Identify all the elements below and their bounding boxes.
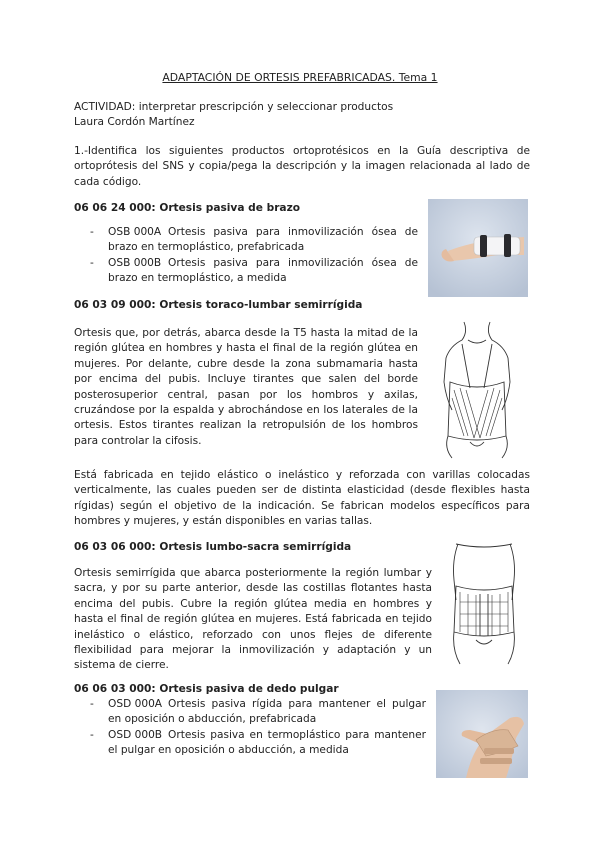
author-name: Laura Cordón Martínez [74, 116, 195, 128]
lumbo-sacral-orthosis-drawing [446, 540, 522, 668]
product-code: OSB 000A [108, 226, 162, 238]
section-heading-lumbo-sacral: 06 03 06 000: Ortesis lumbo-sacra semirrígida [74, 541, 352, 553]
thumb-orthosis-photo [436, 690, 528, 778]
list-bullet: - [90, 256, 94, 269]
product-description: Ortesis pasiva para inmovilización ósea de brazo en termoplástico, a medida [108, 256, 418, 285]
product-code: OSB 000B [108, 256, 162, 269]
list-bullet: - [90, 728, 94, 741]
product-code: OSD 000A [108, 698, 163, 710]
page-title: ADAPTACIÓN DE ORTESIS PREFABRICADAS. Tema 1 [162, 71, 438, 84]
arm-orthosis-list [90, 225, 418, 287]
list-item [90, 225, 418, 256]
product-description: Ortesis pasiva rígida para mantener el pulgar en oposición o abducción, prefabricada [108, 698, 426, 726]
list-item [90, 256, 418, 287]
section-heading-arm-orthosis: 06 06 24 000: Ortesis pasiva de brazo [74, 202, 301, 214]
list-item [90, 728, 426, 759]
product-description: Ortesis pasiva en termoplástico para mantener el pulgar en oposición o abducción, a medida [108, 728, 426, 757]
section-heading-thumb-orthosis: 06 06 03 000: Ortesis pasiva de dedo pulgar [74, 683, 339, 695]
instruction-paragraph: 1.-Identifica los siguientes productos ortoprotésicos en la Guía descriptiva de ortoprótesis del SNS y copia/pega la descripción y la imagen relacionada al lado de cada código. [74, 145, 530, 188]
product-description: Ortesis pasiva para inmovilización ósea de brazo en termoplástico, prefabricada [108, 226, 418, 254]
section-heading-thoraco-lumbar: 06 03 09 000: Ortesis toraco-lumbar semirrígida [74, 299, 363, 311]
arm-orthosis-photo [428, 199, 528, 297]
list-bullet: - [90, 698, 94, 710]
thoraco-lumbar-description: Ortesis que, por detrás, abarca desde la T5 hasta la mitad de la región glútea en hombres y hasta el final de la región glútea en mujeres. Por delante, cubre desde la zona submamaria hasta por encima del pubis. Incluye tirantes que salen del borde posterosuperior central, pasan por los hombros y axilas, cruzándose por la espalda y abrochándose en los laterales de la ortesis. Estos tirantes realizan la retropulsión de los hombros para controlar la cifosis. [74, 327, 418, 447]
list-bullet: - [90, 226, 94, 238]
thoraco-lumbar-orthosis-drawing [434, 318, 520, 460]
lumbo-sacral-description: Ortesis semirrígida que abarca posteriormente la región lumbar y sacra, y por su parte anterior, desde las costillas flotantes hasta encima del pubis. Cubre la región glútea media en hombres y hasta el final de región glútea en mujeres. Está fabricada en tejido inelástico o elástico, reforzado con unos flejes de diferente flexibilidad para mejorar la inmovilización y adaptación y un sistema de cierre. [74, 567, 432, 672]
product-code: OSD 000B [108, 728, 163, 741]
activity-line: ACTIVIDAD: interpretar prescripción y seleccionar productos [74, 101, 394, 113]
thoraco-lumbar-material: Está fabricada en tejido elástico o inelástico y reforzada con varillas colocadas verticalmente, las cuales pueden ser de distinta elasticidad (desde flexibles hasta rígidas) según el objetivo de la indicación. Se fabrican modelos específicos para hombres y mujeres, y están disponibles en varias tallas. [74, 469, 530, 528]
thumb-orthosis-list [90, 697, 426, 759]
list-item [90, 697, 426, 728]
